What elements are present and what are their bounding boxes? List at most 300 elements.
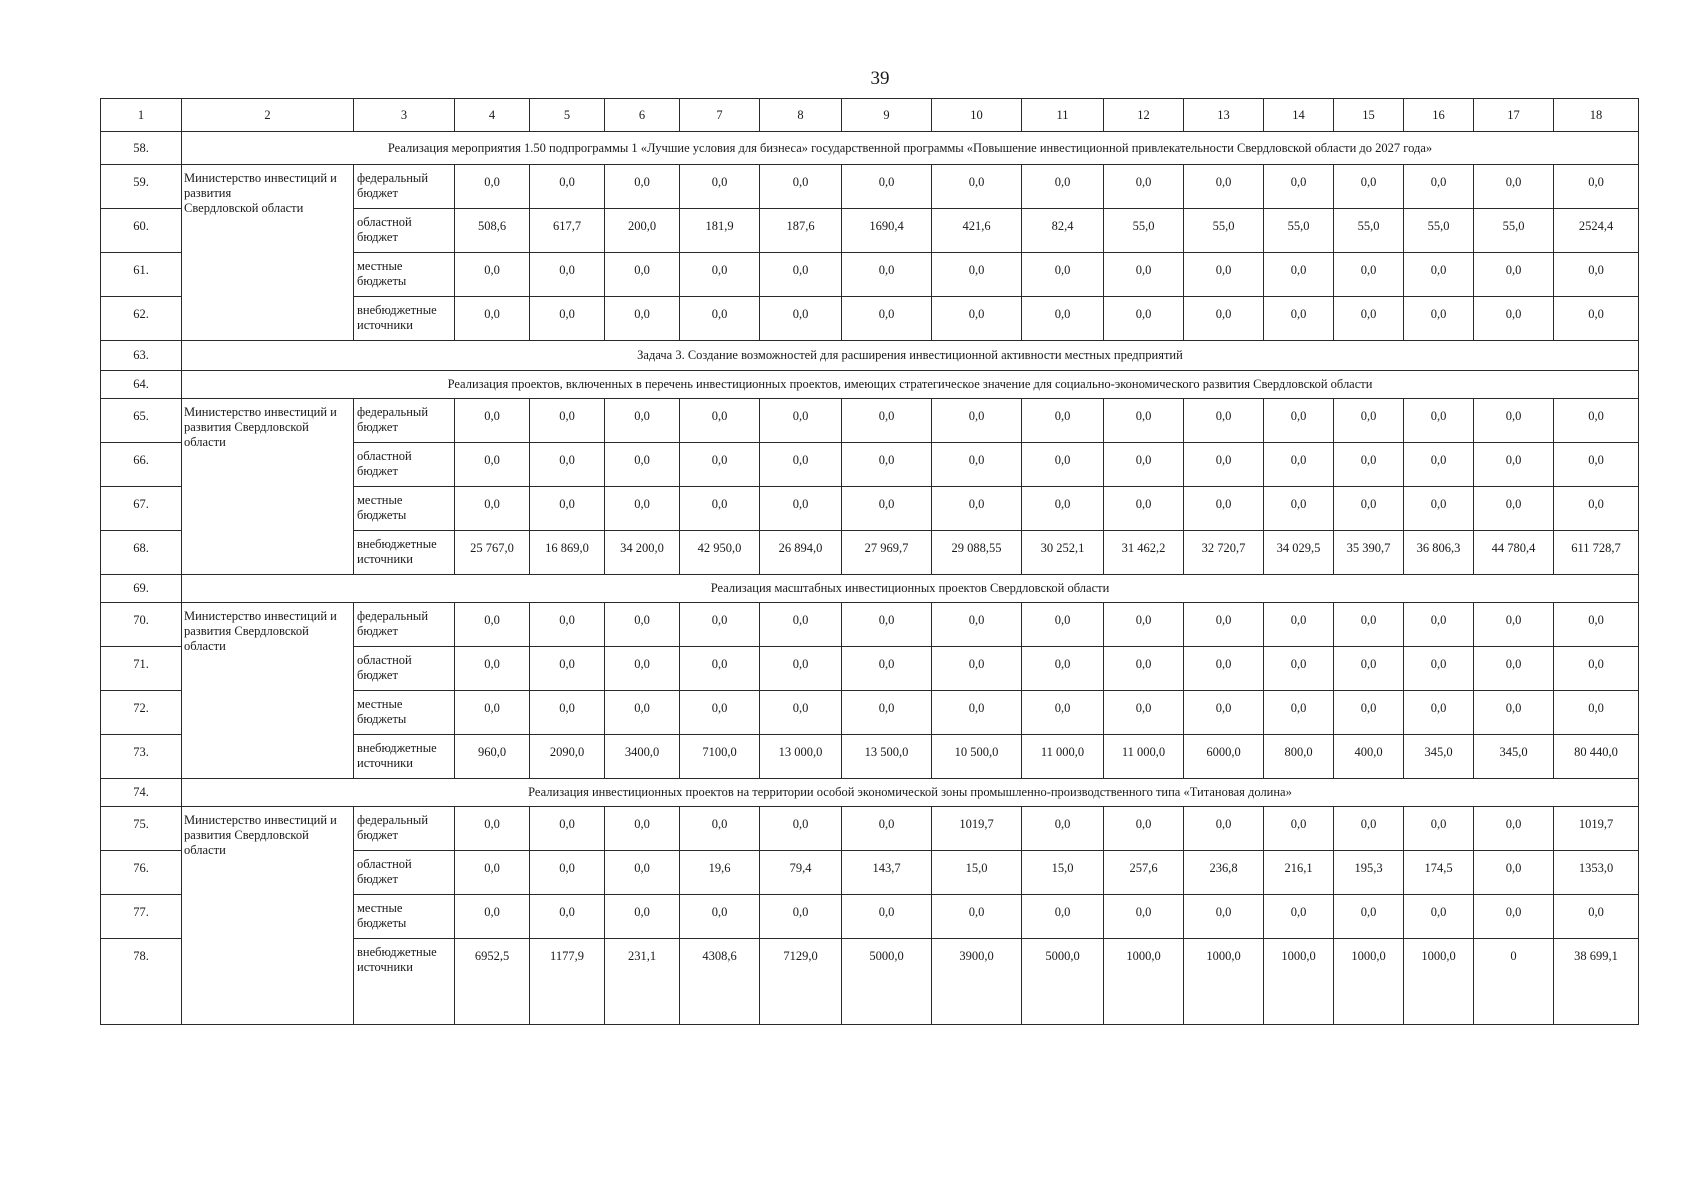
funding-source: федеральный бюджет <box>354 603 455 647</box>
value-cell: 0,0 <box>1334 399 1404 443</box>
table-row <box>101 603 1639 647</box>
value-cell: 0,0 <box>1184 647 1264 691</box>
value-cell: 0,0 <box>1554 895 1639 939</box>
value-cell: 0,0 <box>530 399 605 443</box>
value-cell: 0,0 <box>1404 487 1474 531</box>
value-cell: 0,0 <box>932 165 1022 209</box>
value-cell: 0,0 <box>1184 253 1264 297</box>
value-cell: 7129,0 <box>760 939 842 1025</box>
value-cell: 0,0 <box>1474 253 1554 297</box>
value-cell: 2090,0 <box>530 735 605 779</box>
row-number: 77. <box>101 895 182 939</box>
column-number: 2 <box>182 99 354 132</box>
value-cell: 0,0 <box>842 297 932 341</box>
value-cell: 0,0 <box>1474 691 1554 735</box>
value-cell: 0,0 <box>455 851 530 895</box>
section-title: Реализация инвестиционных проектов на территории особой экономической зоны промышленно-производственного типа «Титановая долина» <box>182 779 1639 807</box>
value-cell: 3400,0 <box>605 735 680 779</box>
value-cell: 0,0 <box>1334 165 1404 209</box>
column-number: 9 <box>842 99 932 132</box>
value-cell: 0,0 <box>1474 487 1554 531</box>
value-cell: 55,0 <box>1264 209 1334 253</box>
column-number: 17 <box>1474 99 1554 132</box>
value-cell: 27 969,7 <box>842 531 932 575</box>
funding-source: местные бюджеты <box>354 895 455 939</box>
value-cell: 0,0 <box>1474 297 1554 341</box>
value-cell: 0,0 <box>1104 165 1184 209</box>
value-cell: 0,0 <box>605 691 680 735</box>
value-cell: 0,0 <box>1264 807 1334 851</box>
value-cell: 0,0 <box>842 443 932 487</box>
value-cell: 0,0 <box>1264 691 1334 735</box>
value-cell: 0,0 <box>1474 399 1554 443</box>
value-cell: 0,0 <box>530 807 605 851</box>
value-cell: 0,0 <box>1334 297 1404 341</box>
value-cell: 38 699,1 <box>1554 939 1639 1025</box>
section-title: Задача 3. Создание возможностей для расширения инвестиционной активности местных предприятий <box>182 341 1639 371</box>
value-cell: 0,0 <box>1104 253 1184 297</box>
value-cell: 13 000,0 <box>760 735 842 779</box>
funding-source: федеральный бюджет <box>354 807 455 851</box>
value-cell: 800,0 <box>1264 735 1334 779</box>
value-cell: 35 390,7 <box>1334 531 1404 575</box>
value-cell: 0,0 <box>605 851 680 895</box>
row-number: 64. <box>101 371 182 399</box>
funding-source: областной бюджет <box>354 443 455 487</box>
value-cell: 0,0 <box>842 603 932 647</box>
section-title: Реализация масштабных инвестиционных проектов Свердловской области <box>182 575 1639 603</box>
budget-table <box>100 98 1639 1025</box>
value-cell: 0,0 <box>1404 691 1474 735</box>
value-cell: 0,0 <box>1022 253 1104 297</box>
value-cell: 11 000,0 <box>1104 735 1184 779</box>
value-cell: 0,0 <box>680 895 760 939</box>
value-cell: 55,0 <box>1404 209 1474 253</box>
value-cell: 0,0 <box>1104 691 1184 735</box>
value-cell: 960,0 <box>455 735 530 779</box>
value-cell: 0,0 <box>680 603 760 647</box>
value-cell: 19,6 <box>680 851 760 895</box>
value-cell: 0,0 <box>455 603 530 647</box>
value-cell: 7100,0 <box>680 735 760 779</box>
value-cell: 143,7 <box>842 851 932 895</box>
value-cell: 0,0 <box>1022 647 1104 691</box>
value-cell: 1000,0 <box>1404 939 1474 1025</box>
value-cell: 0,0 <box>1022 895 1104 939</box>
value-cell: 0 <box>1474 939 1554 1025</box>
value-cell: 0,0 <box>1104 487 1184 531</box>
value-cell: 34 029,5 <box>1264 531 1334 575</box>
funding-source: местные бюджеты <box>354 691 455 735</box>
value-cell: 1177,9 <box>530 939 605 1025</box>
value-cell: 0,0 <box>1264 895 1334 939</box>
value-cell: 0,0 <box>1474 603 1554 647</box>
value-cell: 55,0 <box>1474 209 1554 253</box>
value-cell: 0,0 <box>605 253 680 297</box>
value-cell: 257,6 <box>1104 851 1184 895</box>
column-number: 14 <box>1264 99 1334 132</box>
value-cell: 0,0 <box>530 443 605 487</box>
row-number: 72. <box>101 691 182 735</box>
value-cell: 6000,0 <box>1184 735 1264 779</box>
value-cell: 79,4 <box>760 851 842 895</box>
value-cell: 55,0 <box>1334 209 1404 253</box>
value-cell: 617,7 <box>530 209 605 253</box>
value-cell: 0,0 <box>1554 443 1639 487</box>
responsible-organization: Министерство инвестиций и развития Свердловской области <box>182 603 354 779</box>
value-cell: 508,6 <box>455 209 530 253</box>
value-cell: 0,0 <box>1104 603 1184 647</box>
value-cell: 0,0 <box>932 253 1022 297</box>
value-cell: 0,0 <box>530 647 605 691</box>
row-number: 73. <box>101 735 182 779</box>
value-cell: 0,0 <box>932 691 1022 735</box>
value-cell: 0,0 <box>1554 297 1639 341</box>
value-cell: 2524,4 <box>1554 209 1639 253</box>
value-cell: 55,0 <box>1184 209 1264 253</box>
value-cell: 0,0 <box>1264 399 1334 443</box>
value-cell: 0,0 <box>1184 443 1264 487</box>
value-cell: 31 462,2 <box>1104 531 1184 575</box>
value-cell: 0,0 <box>1022 487 1104 531</box>
value-cell: 0,0 <box>1104 807 1184 851</box>
value-cell: 0,0 <box>455 487 530 531</box>
column-number: 4 <box>455 99 530 132</box>
funding-source: местные бюджеты <box>354 487 455 531</box>
value-cell: 0,0 <box>680 443 760 487</box>
value-cell: 0,0 <box>680 807 760 851</box>
value-cell: 0,0 <box>1104 443 1184 487</box>
funding-source: внебюджетные источники <box>354 531 455 575</box>
table-row <box>101 399 1639 443</box>
value-cell: 1019,7 <box>932 807 1022 851</box>
row-number: 58. <box>101 132 182 165</box>
value-cell: 0,0 <box>1474 647 1554 691</box>
value-cell: 0,0 <box>1184 807 1264 851</box>
value-cell: 0,0 <box>1474 165 1554 209</box>
value-cell: 0,0 <box>1334 253 1404 297</box>
value-cell: 0,0 <box>680 399 760 443</box>
funding-source: федеральный бюджет <box>354 399 455 443</box>
value-cell: 0,0 <box>455 253 530 297</box>
value-cell: 0,0 <box>760 297 842 341</box>
section-title-row <box>101 575 1639 603</box>
value-cell: 200,0 <box>605 209 680 253</box>
row-number: 67. <box>101 487 182 531</box>
value-cell: 44 780,4 <box>1474 531 1554 575</box>
value-cell: 1353,0 <box>1554 851 1639 895</box>
value-cell: 0,0 <box>1022 691 1104 735</box>
funding-source: внебюджетные источники <box>354 297 455 341</box>
value-cell: 0,0 <box>760 487 842 531</box>
value-cell: 0,0 <box>1404 443 1474 487</box>
value-cell: 0,0 <box>1404 807 1474 851</box>
value-cell: 0,0 <box>680 165 760 209</box>
value-cell: 36 806,3 <box>1404 531 1474 575</box>
value-cell: 29 088,55 <box>932 531 1022 575</box>
value-cell: 0,0 <box>455 647 530 691</box>
funding-source: внебюджетные источники <box>354 939 455 1025</box>
value-cell: 0,0 <box>1334 443 1404 487</box>
value-cell: 0,0 <box>760 165 842 209</box>
value-cell: 0,0 <box>1264 443 1334 487</box>
value-cell: 1000,0 <box>1264 939 1334 1025</box>
value-cell: 32 720,7 <box>1184 531 1264 575</box>
funding-source: областной бюджет <box>354 209 455 253</box>
value-cell: 0,0 <box>932 399 1022 443</box>
value-cell: 0,0 <box>1554 603 1639 647</box>
value-cell: 0,0 <box>760 603 842 647</box>
value-cell: 0,0 <box>455 399 530 443</box>
value-cell: 0,0 <box>605 895 680 939</box>
row-number: 63. <box>101 341 182 371</box>
value-cell: 0,0 <box>1104 399 1184 443</box>
value-cell: 80 440,0 <box>1554 735 1639 779</box>
value-cell: 15,0 <box>932 851 1022 895</box>
value-cell: 0,0 <box>455 443 530 487</box>
value-cell: 25 767,0 <box>455 531 530 575</box>
section-title: Реализация мероприятия 1.50 подпрограммы 1 «Лучшие условия для бизнеса» государственной программы «Повышение инвестиционной привлекательности Свердловской области до 2027 года» <box>182 132 1639 165</box>
value-cell: 42 950,0 <box>680 531 760 575</box>
value-cell: 0,0 <box>1334 487 1404 531</box>
column-number: 16 <box>1404 99 1474 132</box>
value-cell: 1019,7 <box>1554 807 1639 851</box>
value-cell: 1000,0 <box>1184 939 1264 1025</box>
value-cell: 0,0 <box>455 165 530 209</box>
value-cell: 0,0 <box>1184 399 1264 443</box>
value-cell: 0,0 <box>1554 487 1639 531</box>
value-cell: 0,0 <box>1022 297 1104 341</box>
value-cell: 0,0 <box>1404 603 1474 647</box>
value-cell: 0,0 <box>760 691 842 735</box>
value-cell: 0,0 <box>842 253 932 297</box>
row-number: 74. <box>101 779 182 807</box>
value-cell: 15,0 <box>1022 851 1104 895</box>
column-number: 5 <box>530 99 605 132</box>
value-cell: 0,0 <box>605 487 680 531</box>
value-cell: 55,0 <box>1104 209 1184 253</box>
page-number: 39 <box>870 68 890 89</box>
value-cell: 0,0 <box>842 895 932 939</box>
value-cell: 0,0 <box>680 647 760 691</box>
value-cell: 0,0 <box>455 297 530 341</box>
value-cell: 0,0 <box>1404 297 1474 341</box>
value-cell: 0,0 <box>932 603 1022 647</box>
value-cell: 0,0 <box>760 443 842 487</box>
value-cell: 0,0 <box>1264 487 1334 531</box>
responsible-organization: Министерство инвестиций и развития Свердловской области <box>182 807 354 1025</box>
value-cell: 0,0 <box>760 647 842 691</box>
value-cell: 4308,6 <box>680 939 760 1025</box>
column-number: 15 <box>1334 99 1404 132</box>
value-cell: 0,0 <box>530 851 605 895</box>
value-cell: 0,0 <box>680 487 760 531</box>
value-cell: 0,0 <box>760 807 842 851</box>
value-cell: 0,0 <box>1264 253 1334 297</box>
value-cell: 0,0 <box>605 807 680 851</box>
value-cell: 0,0 <box>455 807 530 851</box>
value-cell: 0,0 <box>605 647 680 691</box>
value-cell: 10 500,0 <box>932 735 1022 779</box>
value-cell: 0,0 <box>530 297 605 341</box>
section-title-row <box>101 371 1639 399</box>
row-number: 59. <box>101 165 182 209</box>
value-cell: 0,0 <box>530 253 605 297</box>
section-title-row <box>101 341 1639 371</box>
section-title-row <box>101 779 1639 807</box>
value-cell: 0,0 <box>932 443 1022 487</box>
value-cell: 236,8 <box>1184 851 1264 895</box>
funding-source: областной бюджет <box>354 851 455 895</box>
value-cell: 5000,0 <box>1022 939 1104 1025</box>
value-cell: 0,0 <box>1404 895 1474 939</box>
value-cell: 0,0 <box>530 165 605 209</box>
value-cell: 174,5 <box>1404 851 1474 895</box>
value-cell: 0,0 <box>530 603 605 647</box>
column-number: 12 <box>1104 99 1184 132</box>
value-cell: 0,0 <box>530 487 605 531</box>
value-cell: 26 894,0 <box>760 531 842 575</box>
row-number: 62. <box>101 297 182 341</box>
column-number: 11 <box>1022 99 1104 132</box>
value-cell: 0,0 <box>1334 647 1404 691</box>
value-cell: 0,0 <box>680 253 760 297</box>
value-cell: 11 000,0 <box>1022 735 1104 779</box>
column-number: 13 <box>1184 99 1264 132</box>
value-cell: 0,0 <box>1404 647 1474 691</box>
value-cell: 0,0 <box>932 647 1022 691</box>
value-cell: 0,0 <box>1022 807 1104 851</box>
value-cell: 0,0 <box>842 691 932 735</box>
responsible-organization: Министерство инвестиций и развития Свердловской области <box>182 165 354 341</box>
value-cell: 0,0 <box>1264 603 1334 647</box>
column-number: 6 <box>605 99 680 132</box>
value-cell: 345,0 <box>1404 735 1474 779</box>
value-cell: 0,0 <box>842 487 932 531</box>
value-cell: 400,0 <box>1334 735 1404 779</box>
row-number: 68. <box>101 531 182 575</box>
column-number: 10 <box>932 99 1022 132</box>
value-cell: 0,0 <box>1554 691 1639 735</box>
row-number: 70. <box>101 603 182 647</box>
row-number: 69. <box>101 575 182 603</box>
value-cell: 5000,0 <box>842 939 932 1025</box>
value-cell: 34 200,0 <box>605 531 680 575</box>
value-cell: 0,0 <box>1334 895 1404 939</box>
value-cell: 0,0 <box>760 895 842 939</box>
value-cell: 0,0 <box>1104 297 1184 341</box>
value-cell: 0,0 <box>1334 603 1404 647</box>
value-cell: 3900,0 <box>932 939 1022 1025</box>
value-cell: 0,0 <box>1184 691 1264 735</box>
value-cell: 0,0 <box>1404 399 1474 443</box>
row-number: 60. <box>101 209 182 253</box>
value-cell: 6952,5 <box>455 939 530 1025</box>
value-cell: 0,0 <box>1474 851 1554 895</box>
value-cell: 1000,0 <box>1334 939 1404 1025</box>
value-cell: 16 869,0 <box>530 531 605 575</box>
value-cell: 0,0 <box>1554 647 1639 691</box>
value-cell: 0,0 <box>680 297 760 341</box>
value-cell: 195,3 <box>1334 851 1404 895</box>
value-cell: 1000,0 <box>1104 939 1184 1025</box>
column-number: 3 <box>354 99 455 132</box>
value-cell: 0,0 <box>1334 807 1404 851</box>
value-cell: 231,1 <box>605 939 680 1025</box>
table-row <box>101 165 1639 209</box>
row-number: 61. <box>101 253 182 297</box>
value-cell: 0,0 <box>1022 399 1104 443</box>
row-number: 75. <box>101 807 182 851</box>
value-cell: 0,0 <box>1022 443 1104 487</box>
row-number: 78. <box>101 939 182 1025</box>
row-number: 76. <box>101 851 182 895</box>
value-cell: 0,0 <box>1404 253 1474 297</box>
value-cell: 216,1 <box>1264 851 1334 895</box>
value-cell: 0,0 <box>932 487 1022 531</box>
value-cell: 0,0 <box>1474 443 1554 487</box>
value-cell: 0,0 <box>1184 297 1264 341</box>
value-cell: 0,0 <box>1554 253 1639 297</box>
value-cell: 0,0 <box>1334 691 1404 735</box>
value-cell: 0,0 <box>932 895 1022 939</box>
value-cell: 0,0 <box>1474 807 1554 851</box>
value-cell: 0,0 <box>842 647 932 691</box>
funding-source: внебюджетные источники <box>354 735 455 779</box>
value-cell: 0,0 <box>1404 165 1474 209</box>
column-number-row <box>101 99 1639 132</box>
value-cell: 0,0 <box>605 297 680 341</box>
value-cell: 0,0 <box>605 399 680 443</box>
value-cell: 345,0 <box>1474 735 1554 779</box>
value-cell: 0,0 <box>1554 165 1639 209</box>
value-cell: 0,0 <box>1264 647 1334 691</box>
value-cell: 0,0 <box>760 399 842 443</box>
value-cell: 30 252,1 <box>1022 531 1104 575</box>
table-row <box>101 807 1639 851</box>
funding-source: местные бюджеты <box>354 253 455 297</box>
value-cell: 0,0 <box>1264 165 1334 209</box>
section-title: Реализация проектов, включенных в перечень инвестиционных проектов, имеющих стратегическое значение для социально-экономического развития Свердловской области <box>182 371 1639 399</box>
value-cell: 0,0 <box>1184 603 1264 647</box>
value-cell: 0,0 <box>1264 297 1334 341</box>
value-cell: 0,0 <box>1104 895 1184 939</box>
value-cell: 1690,4 <box>842 209 932 253</box>
funding-source: федеральный бюджет <box>354 165 455 209</box>
column-number: 18 <box>1554 99 1639 132</box>
value-cell: 0,0 <box>605 443 680 487</box>
value-cell: 611 728,7 <box>1554 531 1639 575</box>
value-cell: 0,0 <box>1104 647 1184 691</box>
value-cell: 0,0 <box>530 691 605 735</box>
value-cell: 187,6 <box>760 209 842 253</box>
value-cell: 0,0 <box>1184 487 1264 531</box>
column-number: 1 <box>101 99 182 132</box>
section-title-row <box>101 132 1639 165</box>
value-cell: 0,0 <box>932 297 1022 341</box>
value-cell: 181,9 <box>680 209 760 253</box>
value-cell: 0,0 <box>680 691 760 735</box>
value-cell: 421,6 <box>932 209 1022 253</box>
row-number: 71. <box>101 647 182 691</box>
value-cell: 0,0 <box>1554 399 1639 443</box>
funding-source: областной бюджет <box>354 647 455 691</box>
value-cell: 0,0 <box>760 253 842 297</box>
value-cell: 0,0 <box>1184 165 1264 209</box>
value-cell: 0,0 <box>530 895 605 939</box>
value-cell: 82,4 <box>1022 209 1104 253</box>
value-cell: 0,0 <box>455 895 530 939</box>
